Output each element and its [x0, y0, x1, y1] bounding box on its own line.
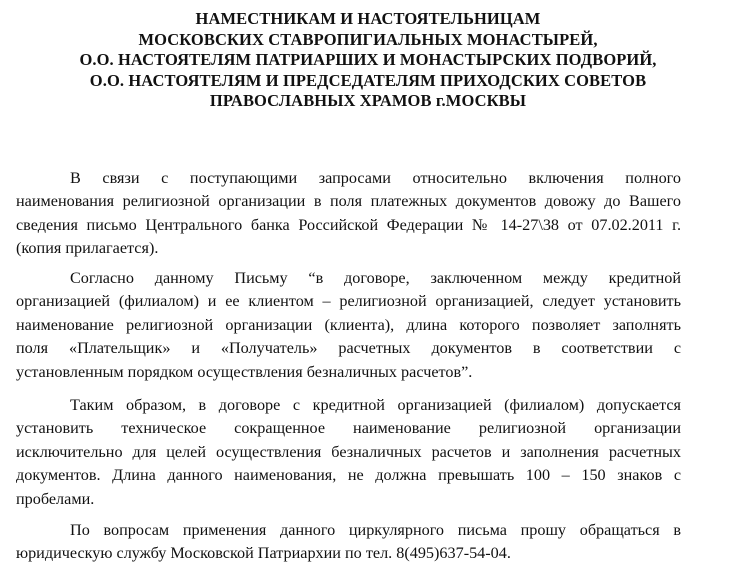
- paragraph-line: пробелами.: [16, 489, 95, 508]
- paragraph-inquiry: [16, 167, 681, 261]
- heading-line: МОСКОВСКИХ СТАВРОПИГИАЛЬНЫХ МОНАСТЫРЕЙ,: [138, 29, 598, 49]
- paragraph-letter-quote: [16, 267, 681, 384]
- paragraph-line: сведения письмо Центрального банка Российской Федерации № 14-27\38 от 07.02.2011 г.: [16, 215, 681, 234]
- heading-line: О.О. НАСТОЯТЕЛЯМ ПАТРИАРШИХ И МОНАСТЫРСКИХ ПОДВОРИЙ,: [79, 50, 657, 70]
- heading-line: НАМЕСТНИКАМ И НАСТОЯТЕЛЬНИЦАМ: [195, 9, 541, 28]
- paragraph-line: В связи с поступающими запросами относительно включения полного: [70, 169, 681, 187]
- paragraph-line: установить техническое сокращенное наименование религиозной организации: [16, 419, 681, 438]
- heading-line: ПРАВОСЛАВНЫХ ХРАМОВ г.МОСКВЫ: [209, 91, 527, 111]
- paragraph-line: юридическую службу Московской Патриархии по тел. 8(495)637-54-04.: [16, 544, 511, 563]
- paragraph-line: установленным порядком осуществления безналичных расчетов”.: [16, 362, 473, 381]
- paragraph-line: По вопросам применения данного циркулярного письма прошу обращаться в: [70, 521, 681, 539]
- paragraph-conclusion: [16, 394, 681, 511]
- paragraph-line: поля «Плательщик» и «Получатель» расчетных документов в соответствии с: [16, 339, 681, 358]
- paragraph-line: Согласно данному Письму “в договоре, заключенном между кредитной: [70, 269, 681, 287]
- paragraph-line: наименования религиозной организации в поля платежных документов довожу до Вашего: [16, 192, 681, 211]
- heading-line: О.О. НАСТОЯТЕЛЯМ И ПРЕДСЕДАТЕЛЯМ ПРИХОДСКИХ СОВЕТОВ: [89, 70, 647, 90]
- paragraph-contact: [16, 519, 681, 566]
- addressee-heading: [40, 9, 696, 112]
- paragraph-line: исключительно для целей осуществления безналичных расчетов и заполнения расчетных: [16, 442, 681, 461]
- paragraph-line: наименование религиозной организации (клиента), длина которого позволяет заполнять: [16, 315, 681, 334]
- paragraph-line: документов. Длина данного наименования, не должна превышать 100 – 150 знаков с: [16, 466, 681, 485]
- paragraph-line: (копия прилагается).: [16, 239, 159, 258]
- paragraph-line: Таким образом, в договоре с кредитной организацией (филиалом) допускается: [70, 396, 681, 414]
- paragraph-line: организацией (филиалом) и ее клиентом – религиозной организацией, следует установить: [16, 292, 681, 311]
